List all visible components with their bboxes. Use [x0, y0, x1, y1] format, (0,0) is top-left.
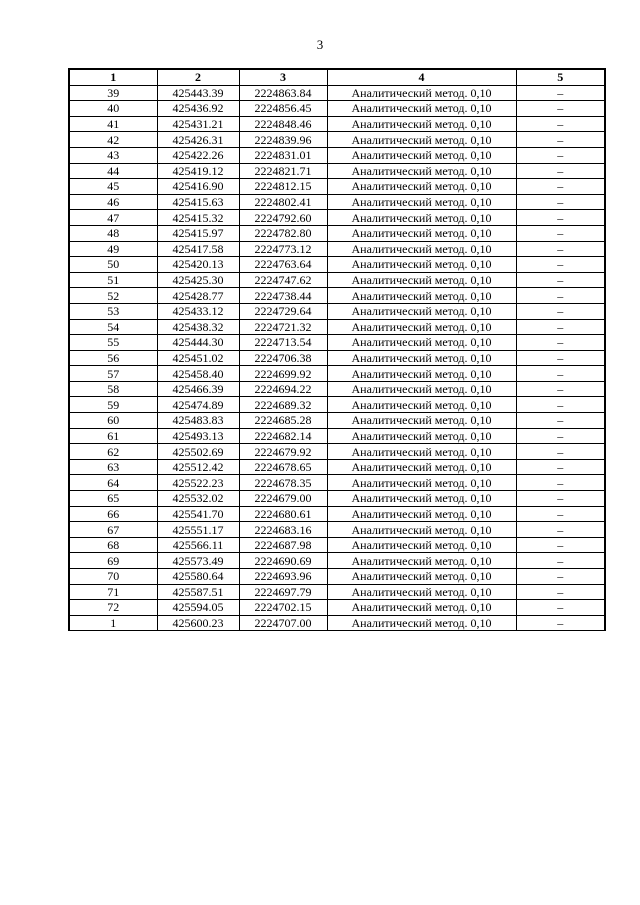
x-coordinate-cell: 425466.39 [157, 381, 239, 397]
note-cell: – [516, 350, 605, 366]
column-header: 4 [327, 69, 516, 85]
column-header: 3 [239, 69, 327, 85]
x-coordinate-cell: 425474.89 [157, 397, 239, 413]
y-coordinate-cell: 2224687.98 [239, 537, 327, 553]
y-coordinate-cell: 2224738.44 [239, 288, 327, 304]
x-coordinate-cell: 425415.97 [157, 225, 239, 241]
x-coordinate-cell: 425493.13 [157, 428, 239, 444]
note-cell: – [516, 163, 605, 179]
x-coordinate-cell: 425415.63 [157, 194, 239, 210]
point-number-cell: 39 [69, 85, 157, 101]
x-coordinate-cell: 425428.77 [157, 288, 239, 304]
note-cell: – [516, 553, 605, 569]
method-cell: Аналитический метод. 0,10 [327, 350, 516, 366]
method-cell: Аналитический метод. 0,10 [327, 147, 516, 163]
table-row [69, 335, 605, 351]
note-cell: – [516, 506, 605, 522]
point-number-cell: 57 [69, 366, 157, 382]
table-row [69, 272, 605, 288]
y-coordinate-cell: 2224721.32 [239, 319, 327, 335]
table-body [69, 85, 605, 631]
point-number-cell: 69 [69, 553, 157, 569]
point-number-cell: 40 [69, 101, 157, 117]
y-coordinate-cell: 2224694.22 [239, 381, 327, 397]
y-coordinate-cell: 2224678.65 [239, 459, 327, 475]
x-coordinate-cell: 425443.39 [157, 85, 239, 101]
y-coordinate-cell: 2224863.84 [239, 85, 327, 101]
method-cell: Аналитический метод. 0,10 [327, 506, 516, 522]
point-number-cell: 67 [69, 522, 157, 538]
table-row [69, 475, 605, 491]
x-coordinate-cell: 425431.21 [157, 116, 239, 132]
method-cell: Аналитический метод. 0,10 [327, 615, 516, 631]
method-cell: Аналитический метод. 0,10 [327, 366, 516, 382]
y-coordinate-cell: 2224848.46 [239, 116, 327, 132]
note-cell: – [516, 303, 605, 319]
table-row [69, 569, 605, 585]
point-number-cell: 47 [69, 210, 157, 226]
table-row [69, 147, 605, 163]
point-number-cell: 43 [69, 147, 157, 163]
note-cell: – [516, 257, 605, 273]
table-row [69, 210, 605, 226]
method-cell: Аналитический метод. 0,10 [327, 241, 516, 257]
y-coordinate-cell: 2224792.60 [239, 210, 327, 226]
method-cell: Аналитический метод. 0,10 [327, 163, 516, 179]
x-coordinate-cell: 425580.64 [157, 569, 239, 585]
x-coordinate-cell: 425420.13 [157, 257, 239, 273]
y-coordinate-cell: 2224693.96 [239, 569, 327, 585]
table-row [69, 506, 605, 522]
y-coordinate-cell: 2224679.00 [239, 491, 327, 507]
method-cell: Аналитический метод. 0,10 [327, 116, 516, 132]
note-cell: – [516, 491, 605, 507]
note-cell: – [516, 116, 605, 132]
point-number-cell: 71 [69, 584, 157, 600]
y-coordinate-cell: 2224782.80 [239, 225, 327, 241]
y-coordinate-cell: 2224699.92 [239, 366, 327, 382]
table-row [69, 101, 605, 117]
note-cell: – [516, 459, 605, 475]
point-number-cell: 52 [69, 288, 157, 304]
y-coordinate-cell: 2224680.61 [239, 506, 327, 522]
note-cell: – [516, 615, 605, 631]
page-number: 3 [316, 37, 324, 52]
table-row [69, 444, 605, 460]
point-number-cell: 46 [69, 194, 157, 210]
table-row [69, 428, 605, 444]
method-cell: Аналитический метод. 0,10 [327, 210, 516, 226]
method-cell: Аналитический метод. 0,10 [327, 335, 516, 351]
point-number-cell: 49 [69, 241, 157, 257]
note-cell: – [516, 85, 605, 101]
method-cell: Аналитический метод. 0,10 [327, 475, 516, 491]
method-cell: Аналитический метод. 0,10 [327, 257, 516, 273]
note-cell: – [516, 569, 605, 585]
method-cell: Аналитический метод. 0,10 [327, 397, 516, 413]
y-coordinate-cell: 2224682.14 [239, 428, 327, 444]
y-coordinate-cell: 2224812.15 [239, 179, 327, 195]
note-cell: – [516, 475, 605, 491]
point-number-cell: 66 [69, 506, 157, 522]
method-cell: Аналитический метод. 0,10 [327, 569, 516, 585]
method-cell: Аналитический метод. 0,10 [327, 600, 516, 616]
y-coordinate-cell: 2224678.35 [239, 475, 327, 491]
note-cell: – [516, 600, 605, 616]
y-coordinate-cell: 2224763.64 [239, 257, 327, 273]
method-cell: Аналитический метод. 0,10 [327, 288, 516, 304]
x-coordinate-cell: 425436.92 [157, 101, 239, 117]
method-cell: Аналитический метод. 0,10 [327, 584, 516, 600]
point-number-cell: 65 [69, 491, 157, 507]
table-row [69, 163, 605, 179]
y-coordinate-cell: 2224697.79 [239, 584, 327, 600]
point-number-cell: 72 [69, 600, 157, 616]
method-cell: Аналитический метод. 0,10 [327, 101, 516, 117]
y-coordinate-cell: 2224713.54 [239, 335, 327, 351]
note-cell: – [516, 147, 605, 163]
x-coordinate-cell: 425438.32 [157, 319, 239, 335]
point-number-cell: 48 [69, 225, 157, 241]
table-row [69, 194, 605, 210]
table-row [69, 225, 605, 241]
method-cell: Аналитический метод. 0,10 [327, 179, 516, 195]
point-number-cell: 42 [69, 132, 157, 148]
note-cell: – [516, 210, 605, 226]
table-row [69, 381, 605, 397]
x-coordinate-cell: 425551.17 [157, 522, 239, 538]
y-coordinate-cell: 2224802.41 [239, 194, 327, 210]
column-header: 5 [516, 69, 605, 85]
note-cell: – [516, 288, 605, 304]
method-cell: Аналитический метод. 0,10 [327, 444, 516, 460]
point-number-cell: 51 [69, 272, 157, 288]
point-number-cell: 62 [69, 444, 157, 460]
y-coordinate-cell: 2224747.62 [239, 272, 327, 288]
x-coordinate-cell: 425483.83 [157, 413, 239, 429]
table-row [69, 491, 605, 507]
x-coordinate-cell: 425573.49 [157, 553, 239, 569]
y-coordinate-cell: 2224821.71 [239, 163, 327, 179]
x-coordinate-cell: 425502.69 [157, 444, 239, 460]
note-cell: – [516, 537, 605, 553]
method-cell: Аналитический метод. 0,10 [327, 537, 516, 553]
point-number-cell: 70 [69, 569, 157, 585]
note-cell: – [516, 101, 605, 117]
table-row [69, 85, 605, 101]
note-cell: – [516, 179, 605, 195]
note-cell: – [516, 272, 605, 288]
note-cell: – [516, 584, 605, 600]
table-row [69, 241, 605, 257]
note-cell: – [516, 381, 605, 397]
method-cell: Аналитический метод. 0,10 [327, 413, 516, 429]
point-number-cell: 54 [69, 319, 157, 335]
method-cell: Аналитический метод. 0,10 [327, 381, 516, 397]
y-coordinate-cell: 2224839.96 [239, 132, 327, 148]
note-cell: – [516, 335, 605, 351]
x-coordinate-cell: 425422.26 [157, 147, 239, 163]
y-coordinate-cell: 2224729.64 [239, 303, 327, 319]
table-row [69, 366, 605, 382]
table-row [69, 553, 605, 569]
x-coordinate-cell: 425512.42 [157, 459, 239, 475]
point-number-cell: 59 [69, 397, 157, 413]
note-cell: – [516, 241, 605, 257]
table-row [69, 257, 605, 273]
table-row [69, 459, 605, 475]
x-coordinate-cell: 425419.12 [157, 163, 239, 179]
point-number-cell: 64 [69, 475, 157, 491]
x-coordinate-cell: 425426.31 [157, 132, 239, 148]
x-coordinate-cell: 425416.90 [157, 179, 239, 195]
table-row [69, 179, 605, 195]
x-coordinate-cell: 425594.05 [157, 600, 239, 616]
note-cell: – [516, 132, 605, 148]
column-header: 2 [157, 69, 239, 85]
method-cell: Аналитический метод. 0,10 [327, 303, 516, 319]
x-coordinate-cell: 425425.30 [157, 272, 239, 288]
column-header: 1 [69, 69, 157, 85]
method-cell: Аналитический метод. 0,10 [327, 319, 516, 335]
note-cell: – [516, 428, 605, 444]
method-cell: Аналитический метод. 0,10 [327, 132, 516, 148]
table-row [69, 132, 605, 148]
y-coordinate-cell: 2224685.28 [239, 413, 327, 429]
table-row [69, 600, 605, 616]
x-coordinate-cell: 425532.02 [157, 491, 239, 507]
x-coordinate-cell: 425451.02 [157, 350, 239, 366]
point-number-cell: 44 [69, 163, 157, 179]
x-coordinate-cell: 425587.51 [157, 584, 239, 600]
method-cell: Аналитический метод. 0,10 [327, 194, 516, 210]
note-cell: – [516, 522, 605, 538]
method-cell: Аналитический метод. 0,10 [327, 522, 516, 538]
table-row [69, 413, 605, 429]
y-coordinate-cell: 2224679.92 [239, 444, 327, 460]
note-cell: – [516, 194, 605, 210]
x-coordinate-cell: 425566.11 [157, 537, 239, 553]
note-cell: – [516, 413, 605, 429]
y-coordinate-cell: 2224702.15 [239, 600, 327, 616]
point-number-cell: 58 [69, 381, 157, 397]
x-coordinate-cell: 425600.23 [157, 615, 239, 631]
table-header-row [69, 69, 605, 85]
y-coordinate-cell: 2224856.45 [239, 101, 327, 117]
x-coordinate-cell: 425415.32 [157, 210, 239, 226]
x-coordinate-cell: 425444.30 [157, 335, 239, 351]
method-cell: Аналитический метод. 0,10 [327, 459, 516, 475]
point-number-cell: 45 [69, 179, 157, 195]
method-cell: Аналитический метод. 0,10 [327, 428, 516, 444]
table-row [69, 303, 605, 319]
table-row [69, 537, 605, 553]
table-row [69, 522, 605, 538]
y-coordinate-cell: 2224706.38 [239, 350, 327, 366]
point-number-cell: 1 [69, 615, 157, 631]
note-cell: – [516, 366, 605, 382]
y-coordinate-cell: 2224689.32 [239, 397, 327, 413]
note-cell: – [516, 225, 605, 241]
point-number-cell: 55 [69, 335, 157, 351]
point-number-cell: 50 [69, 257, 157, 273]
x-coordinate-cell: 425522.23 [157, 475, 239, 491]
table-row [69, 116, 605, 132]
x-coordinate-cell: 425433.12 [157, 303, 239, 319]
point-number-cell: 60 [69, 413, 157, 429]
x-coordinate-cell: 425458.40 [157, 366, 239, 382]
point-number-cell: 41 [69, 116, 157, 132]
table-row [69, 397, 605, 413]
table-row [69, 615, 605, 631]
coordinates-table [68, 68, 606, 631]
x-coordinate-cell: 425417.58 [157, 241, 239, 257]
method-cell: Аналитический метод. 0,10 [327, 225, 516, 241]
point-number-cell: 68 [69, 537, 157, 553]
point-number-cell: 63 [69, 459, 157, 475]
note-cell: – [516, 397, 605, 413]
y-coordinate-cell: 2224707.00 [239, 615, 327, 631]
y-coordinate-cell: 2224831.01 [239, 147, 327, 163]
note-cell: – [516, 319, 605, 335]
table-row [69, 288, 605, 304]
y-coordinate-cell: 2224683.16 [239, 522, 327, 538]
y-coordinate-cell: 2224773.12 [239, 241, 327, 257]
table-row [69, 319, 605, 335]
point-number-cell: 61 [69, 428, 157, 444]
table-row [69, 350, 605, 366]
point-number-cell: 56 [69, 350, 157, 366]
y-coordinate-cell: 2224690.69 [239, 553, 327, 569]
note-cell: – [516, 444, 605, 460]
method-cell: Аналитический метод. 0,10 [327, 491, 516, 507]
method-cell: Аналитический метод. 0,10 [327, 85, 516, 101]
method-cell: Аналитический метод. 0,10 [327, 272, 516, 288]
method-cell: Аналитический метод. 0,10 [327, 553, 516, 569]
x-coordinate-cell: 425541.70 [157, 506, 239, 522]
point-number-cell: 53 [69, 303, 157, 319]
table-row [69, 584, 605, 600]
